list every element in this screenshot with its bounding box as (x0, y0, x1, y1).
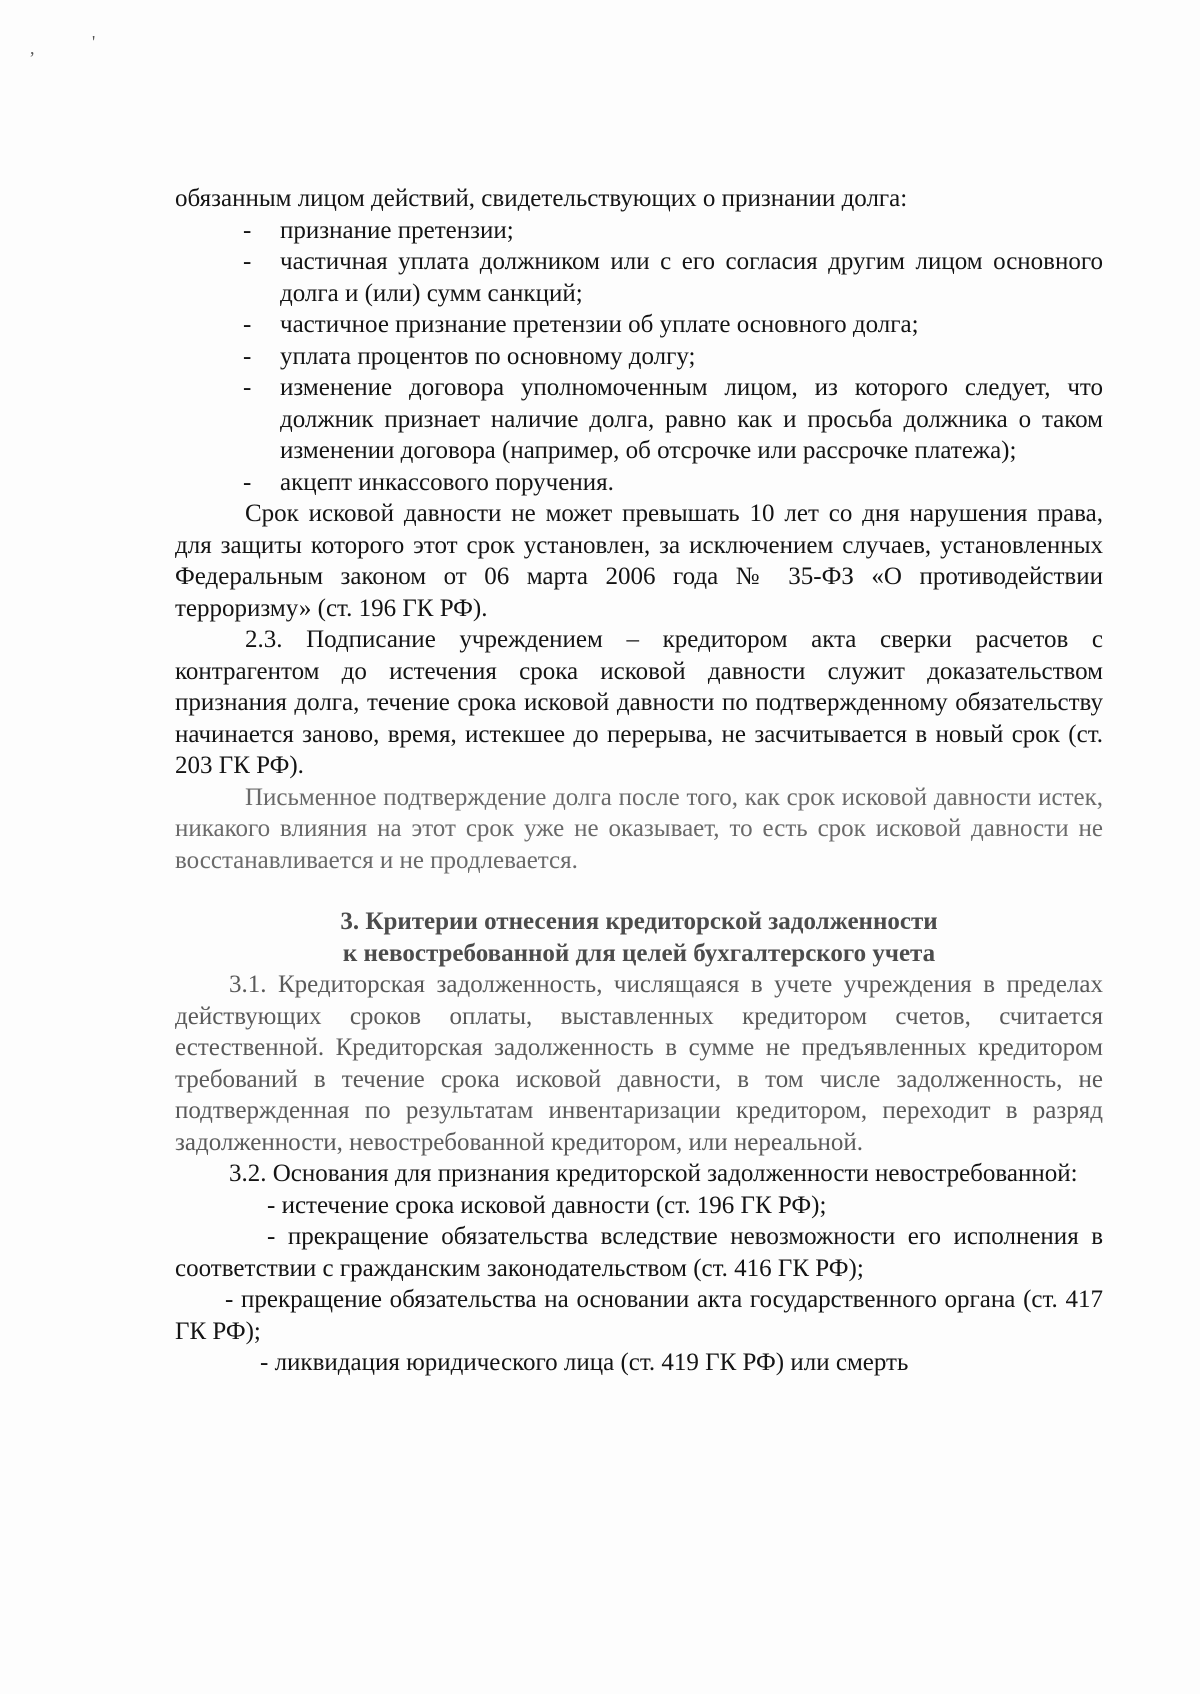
document-page: , ' обязанным лицом действий, свидетельствующих о признании долга: - признание претензии; - частичная уплата должником или с его согласия другим лицом основного долга и (или) сумм санкций; - частичное признание претензии об уплате основного долга; - уплата процентов по основному долгу; - изменение договора уполномоченным лицом, из которого следует, что должник признает наличие долга, равно как и просьба должника о таком изменении договора (например, об отсрочке или рассрочке платежа); - акцепт инкассового поручения. Срок исковой давности не может превышать 10 лет со дня нарушения права, для защиты которого этот срок установлен, за исключением случаев, установленных Федеральным законом от 06 марта 2006 года № 35-ФЗ «О противодействии терроризму» (ст. 196 ГК РФ). 2.3. Подписание учреждением – кредитором акта сверки расчетов с контрагентом до истечения срока исковой давности служит доказательством признания долга, течение срока исковой давности по подтвержденному обязательству начинается заново, время, истекшее до перерыва, не засчитывается в новый срок (ст. 203 ГК РФ). Письменное подтверждение долга после того, как срок исковой давности истек, никакого влияния на этот срок уже не оказывает, то есть срок исковой давности не восстанавливается и не продлевается. 3. Критерии отнесения кредиторской задолженности к невостребованной для целей бухгалтерского учета 3.1. Кредиторская задолженность, числящаяся в учете учреждения в пределах действующих сроков оплаты, выставленных кредитором счетов, считается естественной. Кредиторская задолженность в сумме не предъявленных кредитором требований в течение срока исковой давности, в том числе задолженность, не подтвержденная по результатам инвентаризации кредитором, переходит в разряд задолженности, невостребованной кредитором, или нереальной. 3.2. Основания для признания кредиторской задолженности невостребованной: - истечение срока исковой давности (ст. 196 ГК РФ); - прекращение обязательства вследствие невозможности его исполнения в соответствии с гражданским законодательством (ст. 416 ГК РФ); - прекращение обязательства на основании акта государственного органа (ст. 417 ГК РФ); - ликвидация юридического лица (ст. 419 ГК РФ) или смерть (0, 0, 1200, 1694)
list-marker: - (243, 248, 252, 275)
list-item-text: акцепт инкассового поручения. (280, 468, 614, 496)
list-marker: - (243, 468, 252, 496)
list-item (175, 309, 1103, 341)
list-marker: - (243, 374, 252, 401)
intro-line: обязанным лицом действий, свидетельствующих о признании долга: (175, 185, 908, 212)
list-marker: - (243, 342, 252, 370)
paragraph-limitation-period: Срок исковой давности не может превышать 10 лет со дня нарушения права, для защиты которого этот срок установлен, за исключением случаев, установленных Федеральным законом от 06 марта 2006 года № 35-ФЗ «О противодействии терроризму» (ст. 196 ГК РФ). (175, 500, 1103, 622)
list-item-text: уплата процентов по основному долгу; (280, 342, 696, 370)
list-item (175, 341, 1103, 373)
list-item-text: признание претензии; (280, 216, 514, 244)
list-item-text: изменение договора уполномоченным лицом, из которого следует, что должник признает наличие долга, равно как и просьба должника о таком изменении договора (например, об отсрочке или рассрочке платежа); (280, 374, 1103, 464)
list-item (175, 246, 1103, 309)
paragraph-3-2: 3.2. Основания для признания кредиторской задолженности невостребованной: (229, 1160, 1078, 1187)
paragraph-3-1: 3.1. Кредиторская задолженность, числящаяся в учете учреждения в пределах действующих сроков оплаты, выставленных кредитором счетов, считается естественной. Кредиторская задолженность в сумме не предъявленных кредитором требований в течение срока исковой давности, в том числе задолженность, не подтвержденная по результатам инвентаризации кредитором, переходит в разряд задолженности, невостребованной кредитором, или нереальной. (175, 971, 1103, 1156)
list-marker: - (243, 216, 252, 244)
ground-item: - прекращение обязательства на основании акта государственного органа (ст. 417 ГК РФ); (175, 1286, 1103, 1345)
list-item-text: частичная уплата должником или с его согласия другим лицом основного долга и (или) сумм санкций; (280, 248, 1103, 307)
list-item-text: частичное признание претензии об уплате основного долга; (280, 311, 919, 338)
section-3-heading (175, 906, 1103, 969)
section-3-title-line-2: к невостребованной для целей бухгалтерского учета (342, 939, 936, 967)
list-item (175, 372, 1103, 467)
actions-list (175, 215, 1103, 499)
section-3-title-line-1: 3. Критерии отнесения кредиторской задолженности (340, 908, 938, 935)
paragraph-written-confirmation: Письменное подтверждение долга после того, как срок исковой давности истек, никакого влияния на этот срок уже не оказывает, то есть срок исковой давности не восстанавливается и не продлевается. (175, 783, 1103, 874)
ground-item: - истечение срока исковой давности (ст. 196 ГК РФ); (267, 1191, 827, 1219)
paragraph-2-3: 2.3. Подписание учреждением – кредитором акта сверки расчетов с контрагентом до истечения срока исковой давности служит доказательством признания долга, течение срока исковой давности по подтвержденному обязательству начинается заново, время, истекшее до перерыва, не засчитывается в новый срок (ст. 203 ГК РФ). (175, 626, 1103, 779)
ground-item: - ликвидация юридического лица (ст. 419 ГК РФ) или смерть (260, 1349, 909, 1376)
ground-item: - прекращение обязательства вследствие невозможности его исполнения в соответствии с гражданским законодательством (ст. 416 ГК РФ); (175, 1223, 1103, 1282)
document-body (175, 183, 1103, 1379)
list-item (175, 215, 1103, 247)
list-marker: - (243, 311, 252, 338)
list-item (175, 467, 1103, 499)
